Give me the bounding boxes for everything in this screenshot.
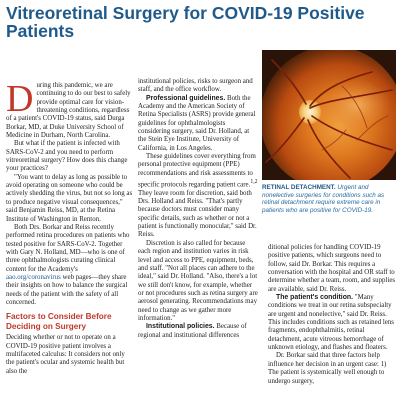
- paragraph: [138, 95, 258, 153]
- paragraph: [138, 153, 258, 240]
- paragraph-text: "Many conditions we treat in our retina subspecialty are urgent and nonelective," said Dr. Reiss. This includes conditions such as retained lens fragments, endophthalmitis, retinal detachment, acute vitreous hemorrhage of unknown etiology, and flashes and floaters.: [268, 294, 394, 352]
- paragraph-text: web pages—they share their insights on how to balance the surgical needs of the patient with the safety of all concerned.: [6, 273, 128, 306]
- intro-paragraph: [6, 78, 134, 140]
- paragraph-text: These guidelines cover everything from personal protective equipment (PPE) recommendations and risk assessments to specific protocols regarding patient care.: [138, 153, 256, 189]
- column-3: [268, 244, 396, 386]
- paragraph-text: Both the Academy and the American Society of Retina Specialists (ASRS) provide general guidelines for ophthalmologists considering surgery, said Dr. Holland, at the Stein Eye Institute, University of California, in Los Angeles.: [138, 94, 256, 152]
- retina-photo: [262, 50, 396, 180]
- inline-heading: Institutional policies.: [146, 323, 215, 331]
- paragraph: ditional policies for handling COVID-19 positive patients, which surgeons need to follow, said Dr. Borkar. This requires a conversation with the hospital and OR staff to determine whether a team, room, and supplies are available, said Dr. Reiss.: [268, 244, 396, 293]
- article-title: Vitreoretinal Surgery for COVID-19 Positive Patients: [6, 3, 365, 41]
- figure-caption: [262, 184, 396, 214]
- inline-heading: Professional guidelines.: [146, 94, 226, 102]
- paragraph-text: Both Drs. Borkar and Reiss recently performed retina procedures on patients who tested positive for SARS-CoV-2. Together with Gary N. Holland, MD—who is one of three ophthalmologists curating clinical content for the Academy's: [6, 223, 130, 273]
- retina-fundus-image: [262, 50, 396, 180]
- paragraph: "You want to delay as long as possible to avoid operating on someone who could be actively shedding the virus, but not so long as to produce negative visual consequences," said Benjamin Reiss, MD, at the Retina Institute of Washington in Renton.: [6, 173, 133, 223]
- caption-text: Urgent and nonelective surgeries for conditions such as retinal detachment require extreme care in patients who are positive for COVID-19.: [262, 184, 385, 214]
- paragraph: Deciding whether or not to operate on a COVID-19 positive patient involves a multifaceted calculus: It considers not only the patient's ocular and systemic health but also the: [6, 334, 125, 375]
- coronavirus-link[interactable]: aao.org/coronavirus: [6, 273, 61, 281]
- column-2: [138, 78, 258, 340]
- paragraph: [138, 323, 258, 340]
- paragraph: [6, 224, 134, 307]
- column-1: [6, 78, 134, 376]
- paragraph: [268, 294, 396, 352]
- paragraph-text: They leave room for discretion, said both Drs. Holland and Reiss. "That's partly because doctors must consider many specific details, such as whether or not a patient is functionally monocular," said Dr. Reiss.: [138, 189, 257, 239]
- footnote-ref: 1,2: [250, 179, 258, 186]
- caption-label: RETINAL DETACHMENT.: [262, 184, 336, 191]
- drop-cap: D: [6, 78, 34, 120]
- paragraph: But what if the patient is infected with SARS-CoV-2 and you need to perform vitreoretinal surgery? How does this change your practices?: [6, 140, 128, 173]
- paragraph: Discretion is also called for because each region and institution varies in risk level and access to PPE, equipment, beds, and staff. "Not all places can adhere to the ideal," said Dr. Holland. "Also, there's a lot we still don't know, for example, whether or not procedures such as retina surgery are aerosol generating. Recommendations may need to change as we gather more information.": [138, 239, 258, 322]
- paragraph: Dr. Borkar said that three factors help influence her decision in an urgent case: 1) The patient is systemically well enough to undergo surgery,: [268, 352, 387, 385]
- inline-heading: The patient's condition.: [276, 294, 354, 302]
- intro-text: uring this pandemic, we are continuing to do our best to safely provide optimal care for vision-threatening conditions, regardless of a patient's COVID-19 status, said Durga Borkar, MD, at Duke University School of Medicine in Durham, North Carolina.: [6, 82, 131, 140]
- paragraph-text: Because of regional and institutional differences: [138, 323, 247, 339]
- section-subhead: Factors to Consider Before Deciding on Surgery: [6, 312, 112, 331]
- paragraph: institutional policies, risks to surgeon and staff, and the office workflow.: [138, 78, 253, 94]
